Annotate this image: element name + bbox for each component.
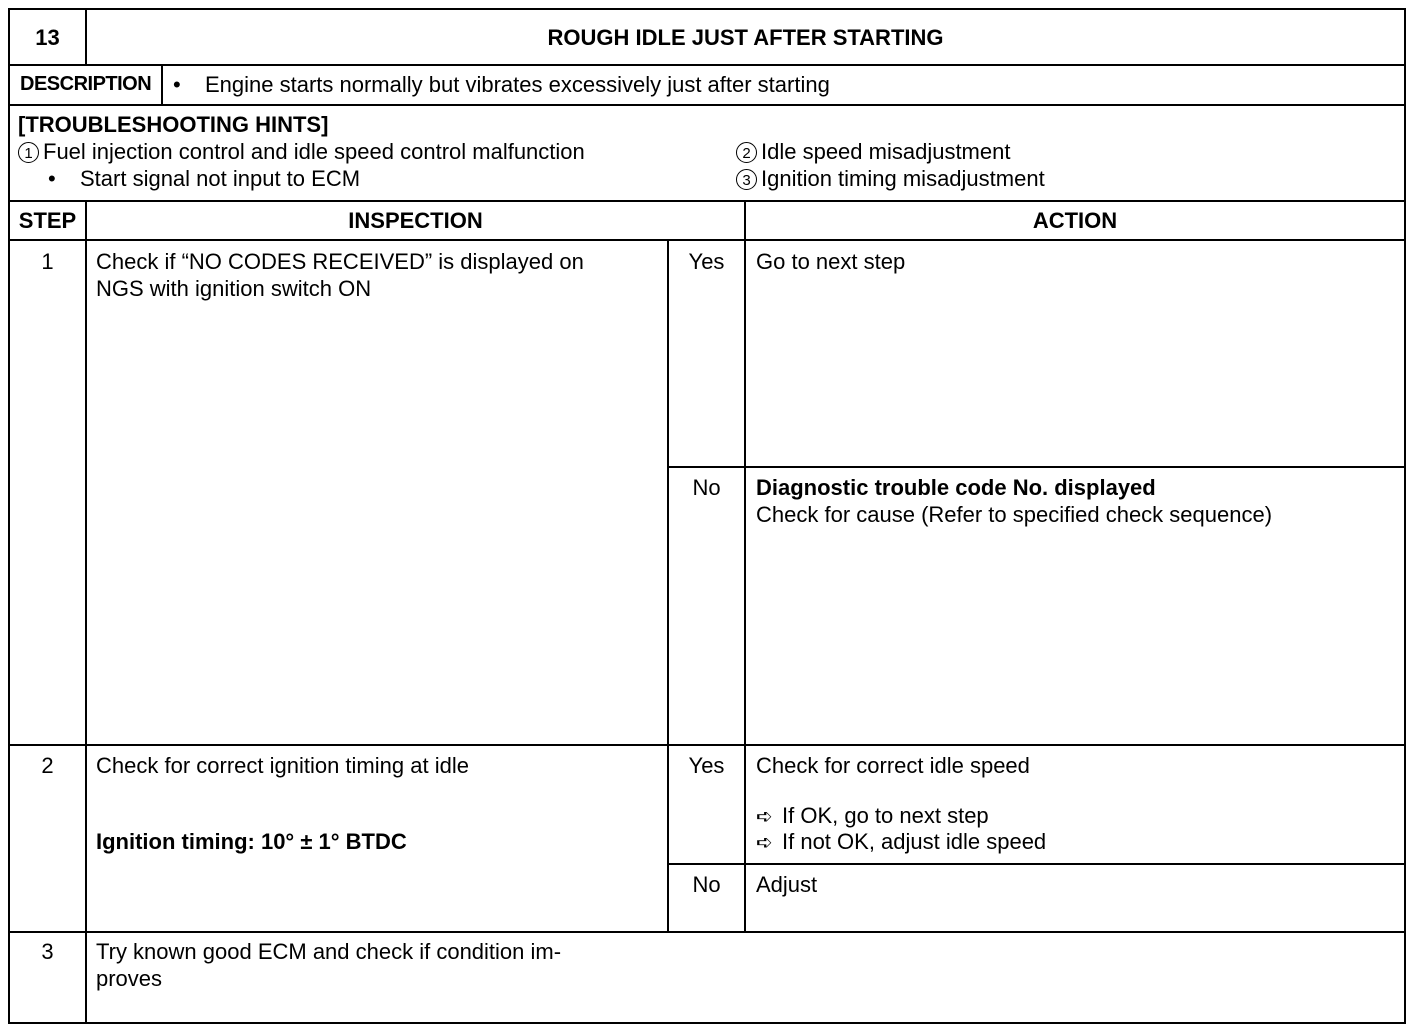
- step-number: 3: [41, 939, 54, 964]
- circled-number: 1: [18, 142, 39, 163]
- hint-item: [736, 138, 1010, 165]
- no-label: No: [692, 475, 721, 500]
- hint-text: Ignition timing misadjustment: [761, 166, 1045, 191]
- arrow-right-icon: ➪: [756, 806, 773, 828]
- hint-sub-bullet: •: [48, 166, 56, 191]
- yes-action: Go to next step: [756, 249, 906, 274]
- no-action-title: Diagnostic trouble code No. displayed: [756, 475, 1156, 500]
- step-inspection: NGS with ignition switch ON: [96, 276, 372, 301]
- step-inspection: Try known good ECM and check if condition im-: [96, 939, 562, 964]
- yes-action-ok: ➪ If OK, go to next step: [756, 802, 989, 831]
- description-bullet: •: [173, 72, 181, 97]
- column-header-inspection: INSPECTION: [348, 208, 483, 233]
- troubleshooting-table: [8, 8, 1406, 1024]
- step-inspection: Check for correct ignition timing at idle: [96, 753, 469, 778]
- divider: [668, 863, 1404, 865]
- divider: [85, 200, 87, 1022]
- no-label: No: [692, 872, 721, 897]
- divider: [10, 200, 1404, 202]
- no-action-text: Check for cause (Refer to specified check sequence): [756, 502, 1273, 527]
- divider: [10, 744, 1404, 746]
- circled-number: 3: [736, 169, 757, 190]
- yes-action-not-ok: ➪ If not OK, adjust idle speed: [756, 828, 1046, 857]
- yes-action: Check for correct idle speed: [756, 753, 1030, 778]
- column-header-action: ACTION: [1032, 208, 1118, 233]
- hint-text: Fuel injection control and idle speed control malfunction: [43, 139, 585, 164]
- description-label: DESCRIPTION: [20, 73, 152, 95]
- divider: [744, 200, 746, 931]
- divider: [668, 466, 1404, 468]
- procedure-number: 13: [35, 25, 60, 50]
- divider: [10, 64, 1404, 66]
- hint-text: Idle speed misadjustment: [761, 139, 1011, 164]
- hint-item: [736, 165, 1045, 192]
- page-title: ROUGH IDLE JUST AFTER STARTING: [547, 25, 944, 50]
- step-specification: Ignition timing: 10° ± 1° BTDC: [96, 829, 407, 854]
- arrow-right-icon: ➪: [756, 832, 773, 854]
- hint-item: [18, 138, 585, 165]
- hint-sub-item: Start signal not input to ECM: [80, 166, 361, 191]
- step-number: 2: [41, 753, 54, 778]
- no-action: Adjust: [756, 872, 818, 897]
- divider: [10, 931, 1404, 933]
- divider: [667, 239, 669, 931]
- step-inspection: Check if “NO CODES RECEIVED” is displayed on: [96, 249, 584, 274]
- hints-heading: [TROUBLESHOOTING HINTS]: [18, 112, 329, 137]
- circled-number: 2: [736, 142, 757, 163]
- divider: [10, 239, 1404, 241]
- step-number: 1: [41, 249, 54, 274]
- divider: [10, 104, 1404, 106]
- step-inspection: proves: [96, 966, 163, 991]
- column-header-step: STEP: [18, 208, 77, 233]
- yes-label: Yes: [688, 753, 725, 778]
- yes-label: Yes: [688, 249, 725, 274]
- divider: [161, 64, 163, 104]
- description-text: Engine starts normally but vibrates excessively just after starting: [205, 72, 830, 97]
